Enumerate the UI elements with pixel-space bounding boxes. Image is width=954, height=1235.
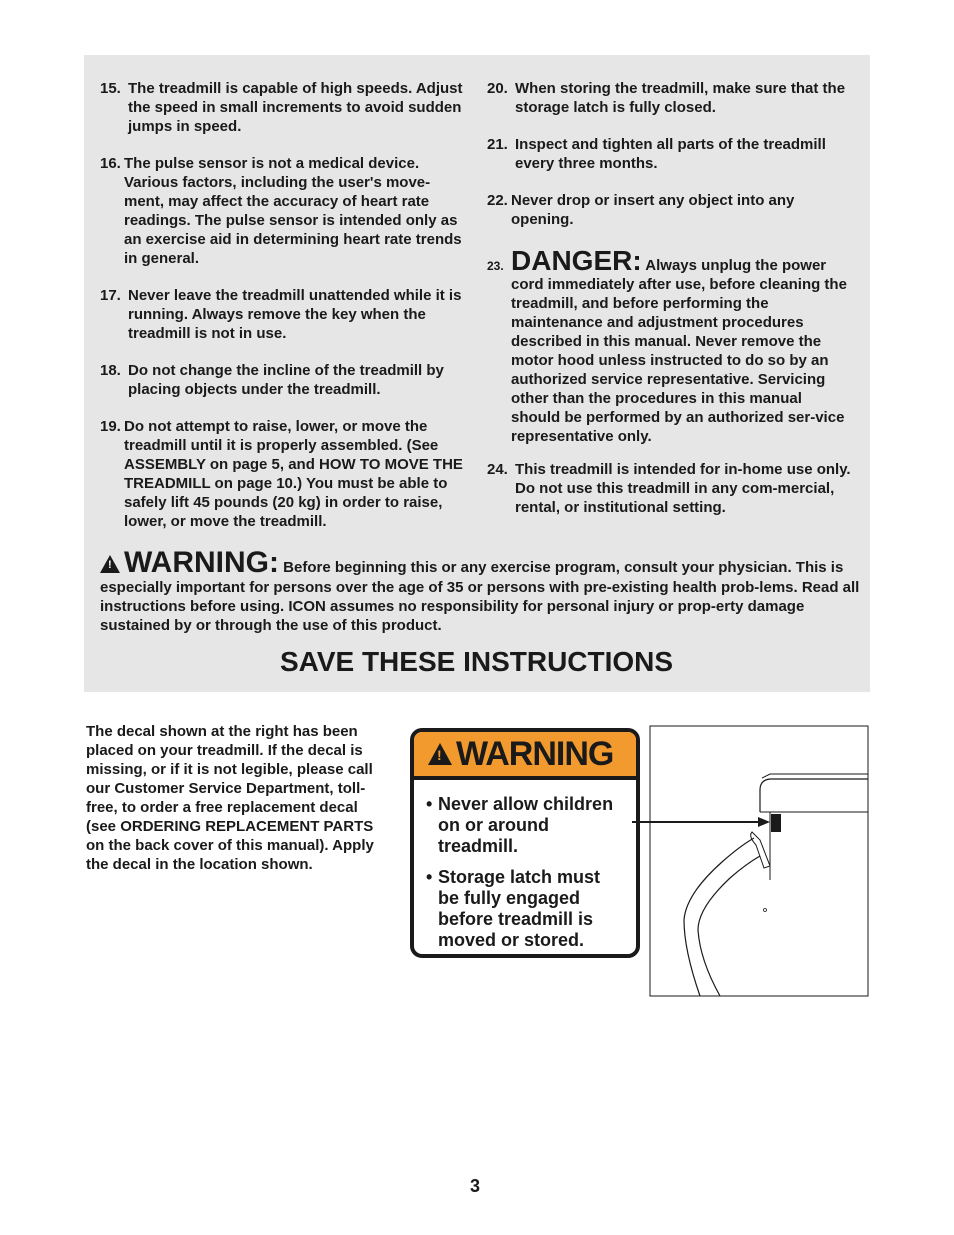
storage-latch	[751, 832, 770, 868]
decal-bullet	[426, 794, 626, 857]
frame-leg-inner	[698, 856, 760, 996]
safety-column-right	[487, 79, 852, 535]
item-text: This treadmill is intended for in-home use only. Do not use this treadmill in any com-mercial, rental, or institutional setting.	[515, 461, 851, 516]
item-number: 19.	[100, 418, 121, 435]
decal-body	[414, 780, 636, 951]
bullet-icon: •	[426, 867, 433, 887]
hood-top-edge	[762, 774, 868, 778]
decal-bullet	[426, 867, 626, 951]
warning-triangle-icon: !	[428, 743, 452, 765]
item-number: 18.	[100, 362, 121, 379]
item-number: 20.	[487, 80, 508, 97]
item-number: 17.	[100, 287, 121, 304]
warning-text: Before beginning this or any exercise program, consult your physician. This is especially important for persons over the age of 35 or persons with pre-existing health prob-lems. Read all instructions before using. ICON assumes no responsibility for personal injury or prop-erty damage sustained by or through the use of this product.	[100, 559, 860, 634]
frame-bolt	[764, 909, 767, 912]
item-text: When storing the treadmill, make sure that the storage latch is fully closed.	[515, 80, 846, 116]
item-text: The treadmill is capable of high speeds. Adjust the speed in small increments to avoid sudden jumps in speed.	[128, 80, 463, 135]
danger-text-block	[511, 247, 852, 446]
decal-header	[414, 732, 636, 780]
decal-bullet-text: Never allow children on or around treadmill.	[438, 794, 614, 856]
safety-item-15	[100, 79, 465, 136]
warning-triangle-icon: !	[100, 555, 120, 573]
pointer-arrowhead	[758, 817, 770, 827]
safety-item-22	[487, 191, 852, 229]
general-warning	[100, 548, 860, 635]
diagram-frame	[650, 726, 868, 996]
item-text: Never leave the treadmill unattended while it is running. Always remove the key when the treadmill is not in use.	[128, 287, 462, 342]
danger-text: Always unplug the power cord immediately after use, before cleaning the treadmill, and before performing the maintenance and adjustment procedures described in this manual. Never remove the motor hood unless instructed to do so by an authorized service representative. Servicing other than the procedures in this manual should be performed by an authorized ser-vice representative only.	[511, 257, 847, 445]
safety-item-19	[100, 417, 465, 531]
decal-bullet-text: Storage latch must be fully engaged before treadmill is moved or stored.	[438, 867, 601, 950]
warning-label: WARNING:	[124, 546, 279, 579]
danger-label: DANGER:	[511, 245, 642, 276]
decal-placement-marker	[771, 814, 781, 832]
motor-hood-outline	[760, 779, 868, 812]
safety-item-23-danger	[487, 247, 852, 446]
safety-item-18	[100, 361, 465, 399]
item-text: The pulse sensor is not a medical device. Various factors, including the user's move-ment, may affect the accuracy of heart rate readings. The pulse sensor is intended only as an exercise aid in determining heart rate trends in general.	[124, 155, 462, 267]
item-number: 15.	[100, 80, 121, 97]
item-number: 24.	[487, 461, 508, 478]
safety-item-21	[487, 135, 852, 173]
item-text: Inspect and tighten all parts of the treadmill every three months.	[515, 136, 826, 172]
safety-item-20	[487, 79, 852, 117]
item-text: Never drop or insert any object into any opening.	[511, 192, 795, 228]
item-number: 23.	[487, 259, 504, 273]
item-number: 21.	[487, 136, 508, 153]
page-number: 3	[470, 1176, 481, 1196]
safety-item-24	[487, 460, 852, 517]
item-text: Do not attempt to raise, lower, or move the treadmill until it is properly assembled. (See ASSEMBLY on page 5, and HOW TO MOVE THE TREADMILL on page 10.) You must be able to safely lift 45 pounds (20 kg) in order to raise, lower, or move the treadmill.	[124, 418, 463, 530]
item-number: 16.	[100, 155, 121, 172]
decal-title: WARNING	[456, 734, 614, 773]
bullet-icon: •	[426, 794, 433, 814]
safety-column-left	[100, 79, 465, 549]
frame-leg-outer	[684, 838, 754, 996]
item-number: 22.	[487, 192, 508, 209]
save-instructions-heading: SAVE THESE INSTRUCTIONS	[280, 646, 674, 677]
decal-paragraph: The decal shown at the right has been placed on your treadmill. If the decal is missing, or if it is not legible, please call our Customer Service Department, toll-free, to order a free replacement decal (see ORDERING REPLACEMENT PARTS on the back cover of this manual). Apply the decal in the location shown.	[86, 723, 374, 873]
warning-decal	[410, 728, 640, 958]
safety-item-17	[100, 286, 465, 343]
safety-item-16	[100, 154, 465, 268]
item-text: Do not change the incline of the treadmill by placing objects under the treadmill.	[128, 362, 444, 398]
